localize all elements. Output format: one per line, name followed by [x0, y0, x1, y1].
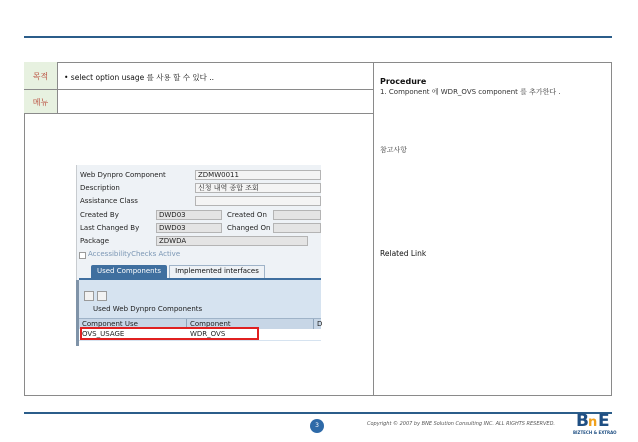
svg-text:B: B: [576, 411, 589, 431]
highlight-box: [80, 327, 259, 340]
field-label-created-on: Created On: [227, 211, 267, 219]
table-row-partial: [79, 341, 321, 347]
field-label-component: Web Dynpro Component: [80, 171, 166, 179]
field-value-created-by: DWD03: [156, 210, 222, 220]
field-label-created-by: Created By: [80, 211, 119, 219]
page-number: 3: [310, 419, 324, 433]
toolbar-button-1[interactable]: [84, 291, 94, 301]
svg-text:n: n: [588, 415, 598, 430]
footer-rule: [24, 412, 612, 414]
accessibility-checkbox-label: AccessibilityChecks Active: [88, 250, 181, 258]
field-label-package: Package: [80, 237, 110, 245]
logo-subtext: BIZTECH & EXTRAO: [573, 430, 617, 435]
menu-label-cell: [24, 90, 58, 113]
copyright-text: Copyright © 2007 by BNE Solution Consulting INC. ALL RIGHTS RESERVED.: [367, 421, 556, 427]
column-divider: [373, 62, 374, 396]
column-header-component[interactable]: Component: [187, 319, 314, 329]
sap-screenshot: [76, 165, 321, 346]
procedure-title: Procedure: [380, 77, 427, 86]
goal-label: 목적: [32, 72, 49, 81]
field-label-assistance: Assistance Class: [80, 197, 138, 205]
field-label-changed-on: Changed On: [227, 224, 271, 232]
field-value-created-on: [273, 210, 321, 220]
field-label-changed-by: Last Changed By: [80, 224, 140, 232]
procedure-step: 1. Component 에 WDR_OVS component 를 추가한다 .: [380, 88, 561, 96]
menu-label: 메뉴: [32, 98, 49, 107]
field-value-assistance[interactable]: [195, 196, 321, 206]
field-value-changed-on: [273, 223, 321, 233]
column-header-component-use[interactable]: Component Use: [79, 319, 187, 329]
menu-row: [24, 90, 373, 114]
field-value-description[interactable]: 신청 내역 종합 조회: [195, 183, 321, 193]
goal-row: [24, 62, 373, 90]
header-rule: [24, 36, 612, 38]
notes-label: 참고사항: [380, 146, 408, 154]
tab-implemented-interfaces[interactable]: Implemented interfaces: [169, 265, 265, 278]
column-header-d[interactable]: D: [317, 320, 323, 328]
related-link-label[interactable]: Related Link: [380, 249, 427, 258]
svg-text:E: E: [598, 411, 610, 431]
goal-text: • select option usage 를 사용 할 수 있다 ..: [64, 73, 214, 82]
field-value-component[interactable]: ZDMW0011: [195, 170, 321, 180]
goal-label-cell: [24, 62, 58, 89]
cell-component: WDR_OVS: [190, 330, 226, 338]
tab-used-components[interactable]: Used Components: [91, 265, 167, 278]
cell-component-use: OVS_USAGE: [82, 330, 125, 338]
bne-logo-icon: [576, 409, 616, 429]
field-value-changed-by: DWD03: [156, 223, 222, 233]
field-label-description: Description: [80, 184, 120, 192]
accessibility-checkbox[interactable]: [79, 252, 86, 259]
table-title: Used Web Dynpro Components: [93, 305, 203, 313]
field-value-package: ZDWDA: [156, 236, 308, 246]
toolbar-button-2[interactable]: [97, 291, 107, 301]
